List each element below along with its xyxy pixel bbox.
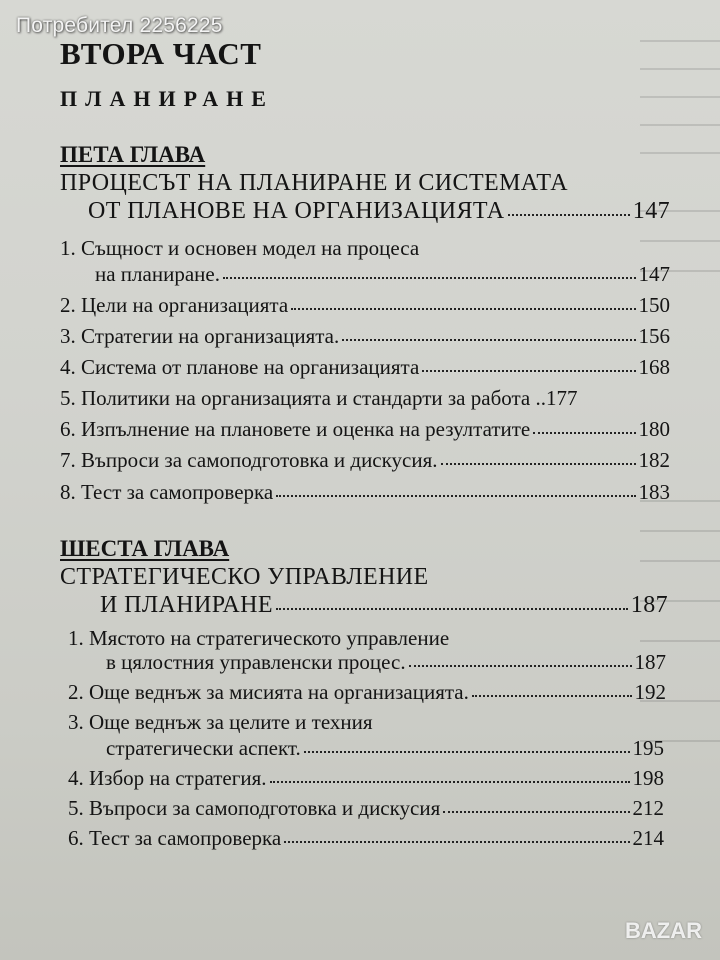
toc-item: 2. Още веднъж за мисията на организацията. 192 xyxy=(68,680,666,704)
toc-item: 3. Стратегии на организацията. 156 xyxy=(60,324,670,348)
toc-item: 2. Цели на организацията 150 xyxy=(60,293,670,317)
toc-item: 6. Изпълнение на плановете и оценка на резултатите 180 xyxy=(60,417,670,441)
toc-item: 4. Система от планове на организацията 168 xyxy=(60,355,670,379)
chapter6-title-line2: И ПЛАНИРАНЕ 187 xyxy=(100,592,668,618)
chapter6-label: ШЕСТА ГЛАВА xyxy=(60,536,230,561)
chapter5-label: ПЕТА ГЛАВА xyxy=(60,142,206,167)
part-title: ВТОРА ЧАСТ xyxy=(60,36,262,71)
site-logo: BAZAR xyxy=(625,918,702,943)
toc-item: 8. Тест за самопроверка 183 xyxy=(60,480,670,504)
part-subtitle: ПЛАНИРАНЕ xyxy=(60,86,274,111)
toc-item: 6. Тест за самопроверка 214 xyxy=(68,826,664,850)
chapter5-title-line1: ПРОЦЕСЪТ НА ПЛАНИРАНЕ И СИСТЕМАТА xyxy=(60,170,569,196)
toc-item: 1. Мястото на стратегическото управление xyxy=(68,626,450,650)
toc-item: 4. Избор на стратегия. 198 xyxy=(68,766,664,790)
user-watermark: Потребител 2256225 xyxy=(16,14,223,37)
toc-item: 5. Въпроси за самоподготовка и дискусия 212 xyxy=(68,796,664,820)
toc-item: 5. Политики на организацията и стандарти за работа .. 177 xyxy=(60,386,578,410)
toc-item: на планиране. 147 xyxy=(95,262,670,286)
toc-item: в цялостния управленски процес. 187 xyxy=(106,650,666,674)
toc-item: 7. Въпроси за самоподготовка и дискусия. 182 xyxy=(60,448,670,472)
toc-item: 1. Същност и основен модел на процеса xyxy=(60,236,420,260)
toc-item: 3. Още веднъж за целите и техния xyxy=(68,710,373,734)
toc-item: стратегически аспект. 195 xyxy=(106,736,664,760)
chapter6-title-line1: СТРАТЕГИЧЕСКО УПРАВЛЕНИЕ xyxy=(60,564,429,590)
chapter5-title-line2: ОТ ПЛАНОВЕ НА ОРГАНИЗАЦИЯТА 147 xyxy=(88,198,670,224)
